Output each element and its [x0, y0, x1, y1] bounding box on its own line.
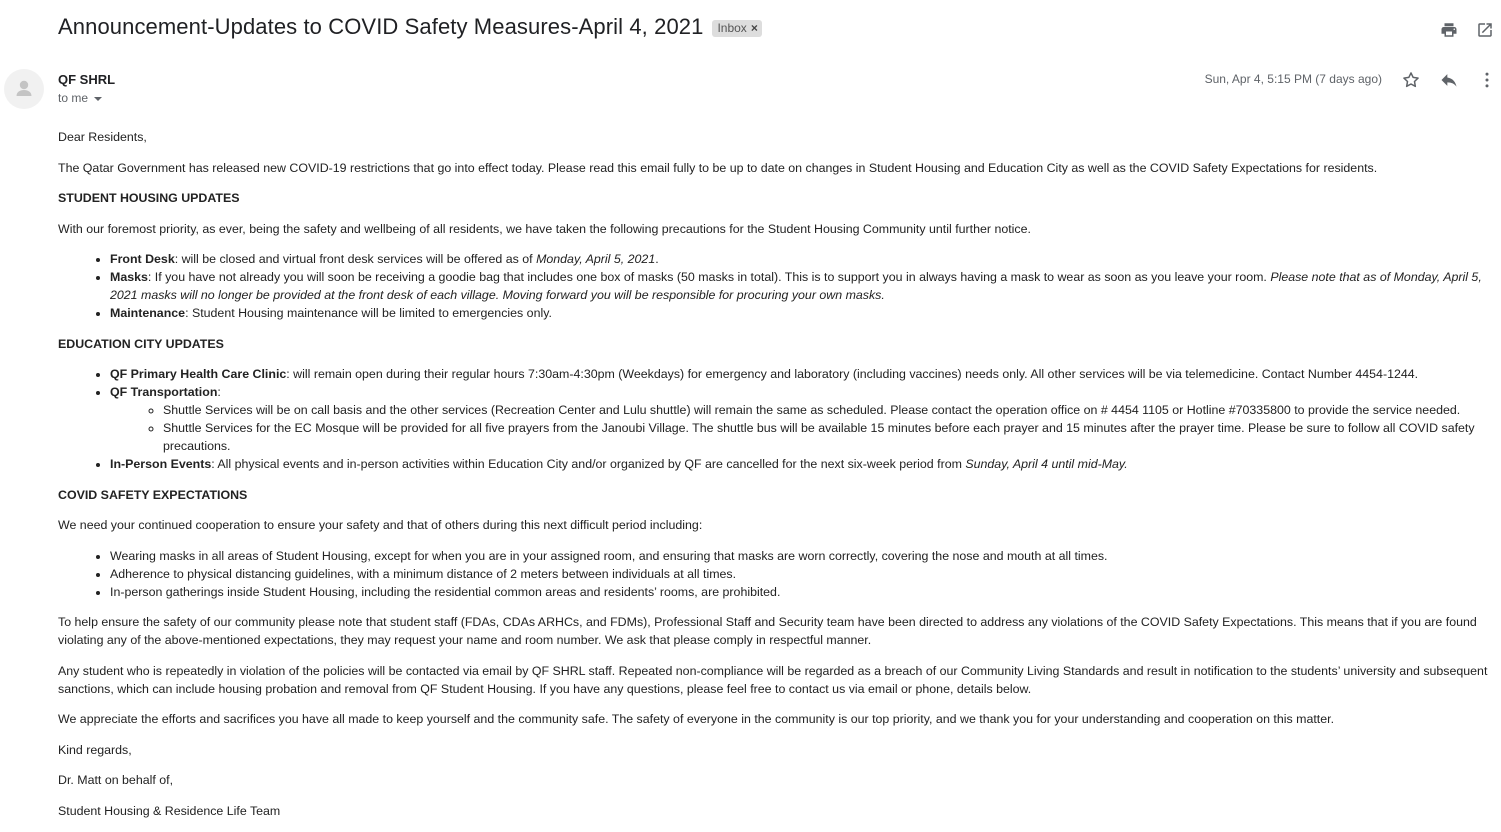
list-item-transportation: • QF Transportation: ◦ Shuttle Services will be on call basis and the other services (Recreation Center and Lulu shuttle) will remain the same as scheduled. Please contact the operation office on # 4454 1105 or Hotline #70335800 to provide the service needed. ◦ Shuttle Services for the EC Mosque will be provided for all five prayers from the Janoubi Village. The shuttle bus will be available 15 minutes before each prayer and 15 minutes after the prayer time. Please be sure to follow all COVID safety precautions.	[110, 383, 1498, 455]
list-item: • In-person gatherings inside Student Housing, including the residential common areas and residents’ rooms, are prohibited.	[110, 583, 1498, 601]
list-item: • Adherence to physical distancing guidelines, with a minimum distance of 2 meters between individuals at all times.	[110, 565, 1498, 583]
message-date: Sun, Apr 4, 5:15 PM (7 days ago)	[1204, 72, 1382, 86]
inbox-label-text: Inbox	[717, 20, 747, 35]
list-item-front-desk: • Front Desk: will be closed and virtual front desk services will be offered as of Monday, April 5, 2021.	[110, 250, 1498, 268]
sublist-item: ◦ Shuttle Services will be on call basis and the other services (Recreation Center and Lulu shuttle) will remain the same as scheduled. Please contact the operation office on # 4454 1105 or Hotline #70335800 to provide the service needed.	[163, 401, 1498, 419]
chevron-down-icon[interactable]	[94, 97, 102, 101]
list-item-maintenance: • Maintenance: Student Housing maintenance will be limited to emergencies only.	[110, 304, 1498, 322]
subject-row	[58, 14, 762, 40]
default-avatar-icon	[4, 69, 44, 109]
inbox-label-chip[interactable]	[712, 20, 761, 37]
covid-safety-list	[58, 547, 1498, 601]
education-city-heading: EDUCATION CITY UPDATES	[58, 336, 224, 351]
recipient-details[interactable]	[58, 91, 102, 105]
list-item: • Wearing masks in all areas of Student Housing, except for when you are in your assigned room, and ensuring that masks are worn correctly, covering the nose and mouth at all times.	[110, 547, 1498, 565]
print-icon[interactable]	[1439, 20, 1459, 40]
team-name: Student Housing & Residence Life Team	[58, 803, 281, 818]
message-actions	[1401, 70, 1497, 90]
list-item-masks: • Masks: If you have not already you will soon be receiving a goodie bag that includes one box of masks (50 masks in total). This is to support you in always having a mask to wear as soon as you leave your room. Please note that as of Monday, April 5, 2021 masks will no longer be provided at the front desk of each village. Moving forward you will be responsible for procuring your own masks.	[110, 268, 1498, 304]
list-item-clinic: • QF Primary Health Care Clinic: will remain open during their regular hours 7:30am-4:30pm (Weekdays) for emergency and laboratory (including vaccines) needs only. All other services will be via telemedicine. Contact Number 4454-1244.	[110, 365, 1498, 383]
transportation-sublist	[110, 401, 1498, 455]
email-body	[58, 128, 1498, 832]
sublist-item: ◦ Shuttle Services for the EC Mosque will be provided for all five prayers from the Janoubi Village. The shuttle bus will be available 15 minutes before each prayer and 15 minutes after the prayer time. Please be sure to follow all COVID safety precautions.	[163, 419, 1498, 455]
appreciation-paragraph: We appreciate the efforts and sacrifices you have all made to keep yourself and the community safe. The safety of everyone in the community is our top priority, and we thank you for your understanding and cooperation on this matter.	[58, 712, 1335, 726]
avatar[interactable]	[4, 69, 44, 109]
list-item-events: • In-Person Events: All physical events and in-person activities within Education City and/or organized by QF are cancelled for the next six-week period from Sunday, April 4 until mid-May.	[110, 455, 1498, 473]
star-icon[interactable]	[1401, 70, 1421, 90]
staff-paragraph: To help ensure the safety of our community please note that student staff (FDAs, CDAs ARHCs, and FDMs), Professional Staff and Security team have been directed to address any violations of the COVID Safety Expectations. This means that if you are found violating any of the above-mentioned expectations, they may request your name and room number. We ask that please comply in respectful manner.	[58, 615, 1477, 647]
reply-icon[interactable]	[1439, 70, 1459, 90]
education-city-list	[58, 365, 1498, 473]
open-in-new-window-icon[interactable]	[1475, 20, 1495, 40]
email-subject: Announcement-Updates to COVID Safety Measures-April 4, 2021	[58, 14, 704, 39]
sender-name[interactable]: QF SHRL	[58, 72, 116, 87]
student-housing-heading: STUDENT HOUSING UPDATES	[58, 191, 240, 205]
covid-safety-intro: We need your continued cooperation to ensure your safety and that of others during this next difficult period including:	[58, 518, 703, 532]
recipient-label: to me	[58, 91, 89, 105]
intro-paragraph: The Qatar Government has released new COVID-19 restrictions that go into effect today. Please read this email fully to be up to date on changes in Student Housing and Education City as well as the COVID Safety Expectations for residents.	[58, 160, 1378, 175]
remove-label-icon[interactable]: ×	[750, 20, 758, 35]
covid-safety-heading: COVID SAFETY EXPECTATIONS	[58, 487, 248, 502]
student-housing-intro: With our foremost priority, as ever, being the safety and wellbeing of all residents, we have taken the following precautions for the Student Housing Community until further notice.	[58, 221, 1031, 236]
violation-paragraph: Any student who is repeatedly in violation of the policies will be contacted via email by QF SHRL staff. Repeated non-compliance will be regarded as a breach of our Community Living Standards and result in notification to the students’ university and subsequent sanctions, which can include housing probation and removal from QF Student Housing. If you have any questions, please feel free to contact us via email or phone, details below.	[58, 663, 1488, 696]
greeting: Dear Residents,	[58, 130, 147, 144]
student-housing-list	[58, 250, 1498, 322]
signature: Dr. Matt on behalf of,	[58, 773, 174, 787]
thread-actions	[1439, 20, 1495, 40]
more-vert-icon[interactable]	[1477, 70, 1497, 90]
closing: Kind regards,	[58, 742, 132, 757]
